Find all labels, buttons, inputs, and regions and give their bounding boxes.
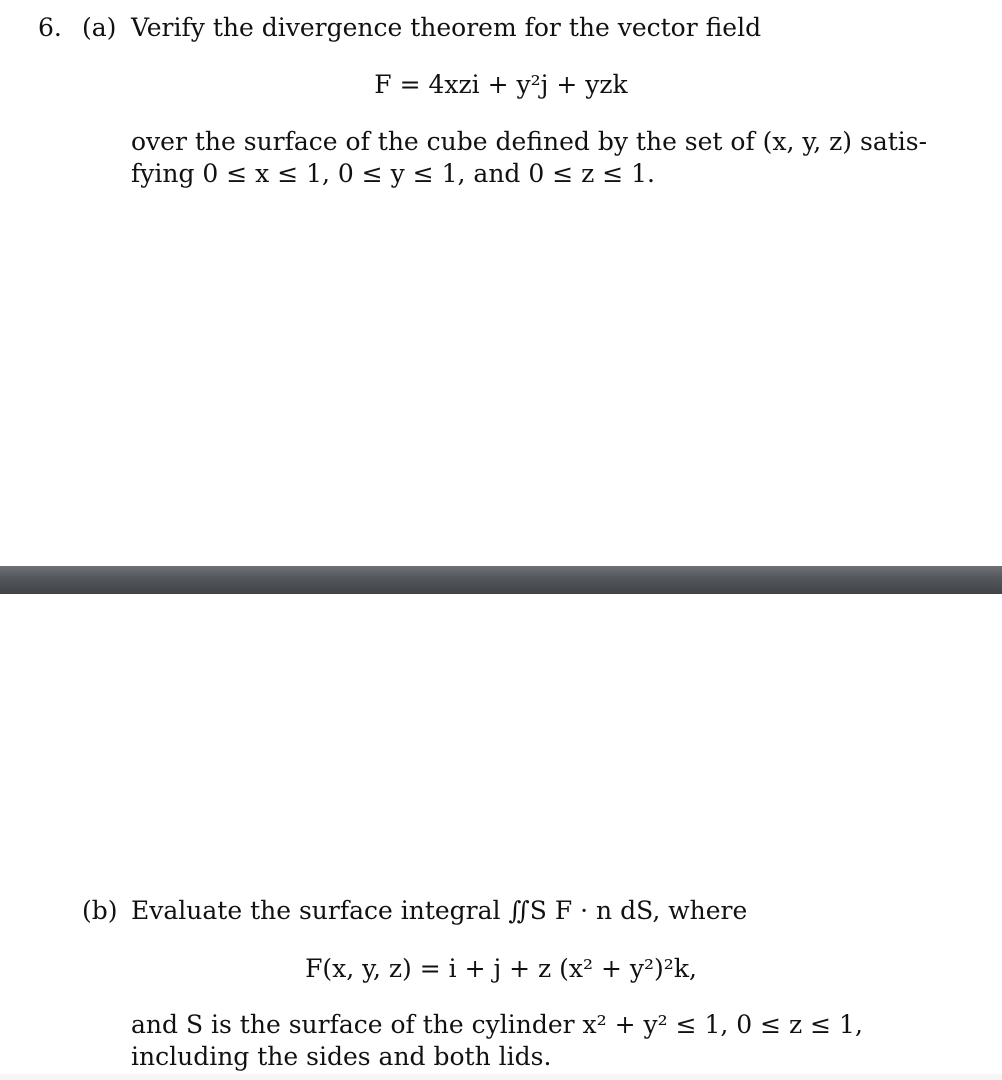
part-a-label: (a) xyxy=(82,13,117,42)
part-a-intro: Verify the divergence theorem for the vector field xyxy=(131,13,762,42)
part-b-description-line-2: including the sides and both lids. xyxy=(131,1042,552,1071)
part-a-description-line-1: over the surface of the cube defined by the set of (x, y, z) satis- xyxy=(131,127,928,156)
part-b-label: (b) xyxy=(82,896,118,925)
part-a-equation: F = 4xzi + y²j + yzk xyxy=(374,70,628,99)
part-b-description-line-1: and S is the surface of the cylinder x² + y² ≤ 1, 0 ≤ z ≤ 1, xyxy=(131,1010,863,1039)
section-divider xyxy=(0,566,1002,594)
bottom-edge xyxy=(0,1074,1002,1080)
question-number: 6. xyxy=(38,13,62,42)
part-b-equation: F(x, y, z) = i + j + z (x² + y²)²k, xyxy=(305,954,697,983)
part-a-description-line-2: fying 0 ≤ x ≤ 1, 0 ≤ y ≤ 1, and 0 ≤ z ≤ 1. xyxy=(131,159,655,188)
part-b-intro: Evaluate the surface integral ∬S F · n dS, where xyxy=(131,896,748,925)
